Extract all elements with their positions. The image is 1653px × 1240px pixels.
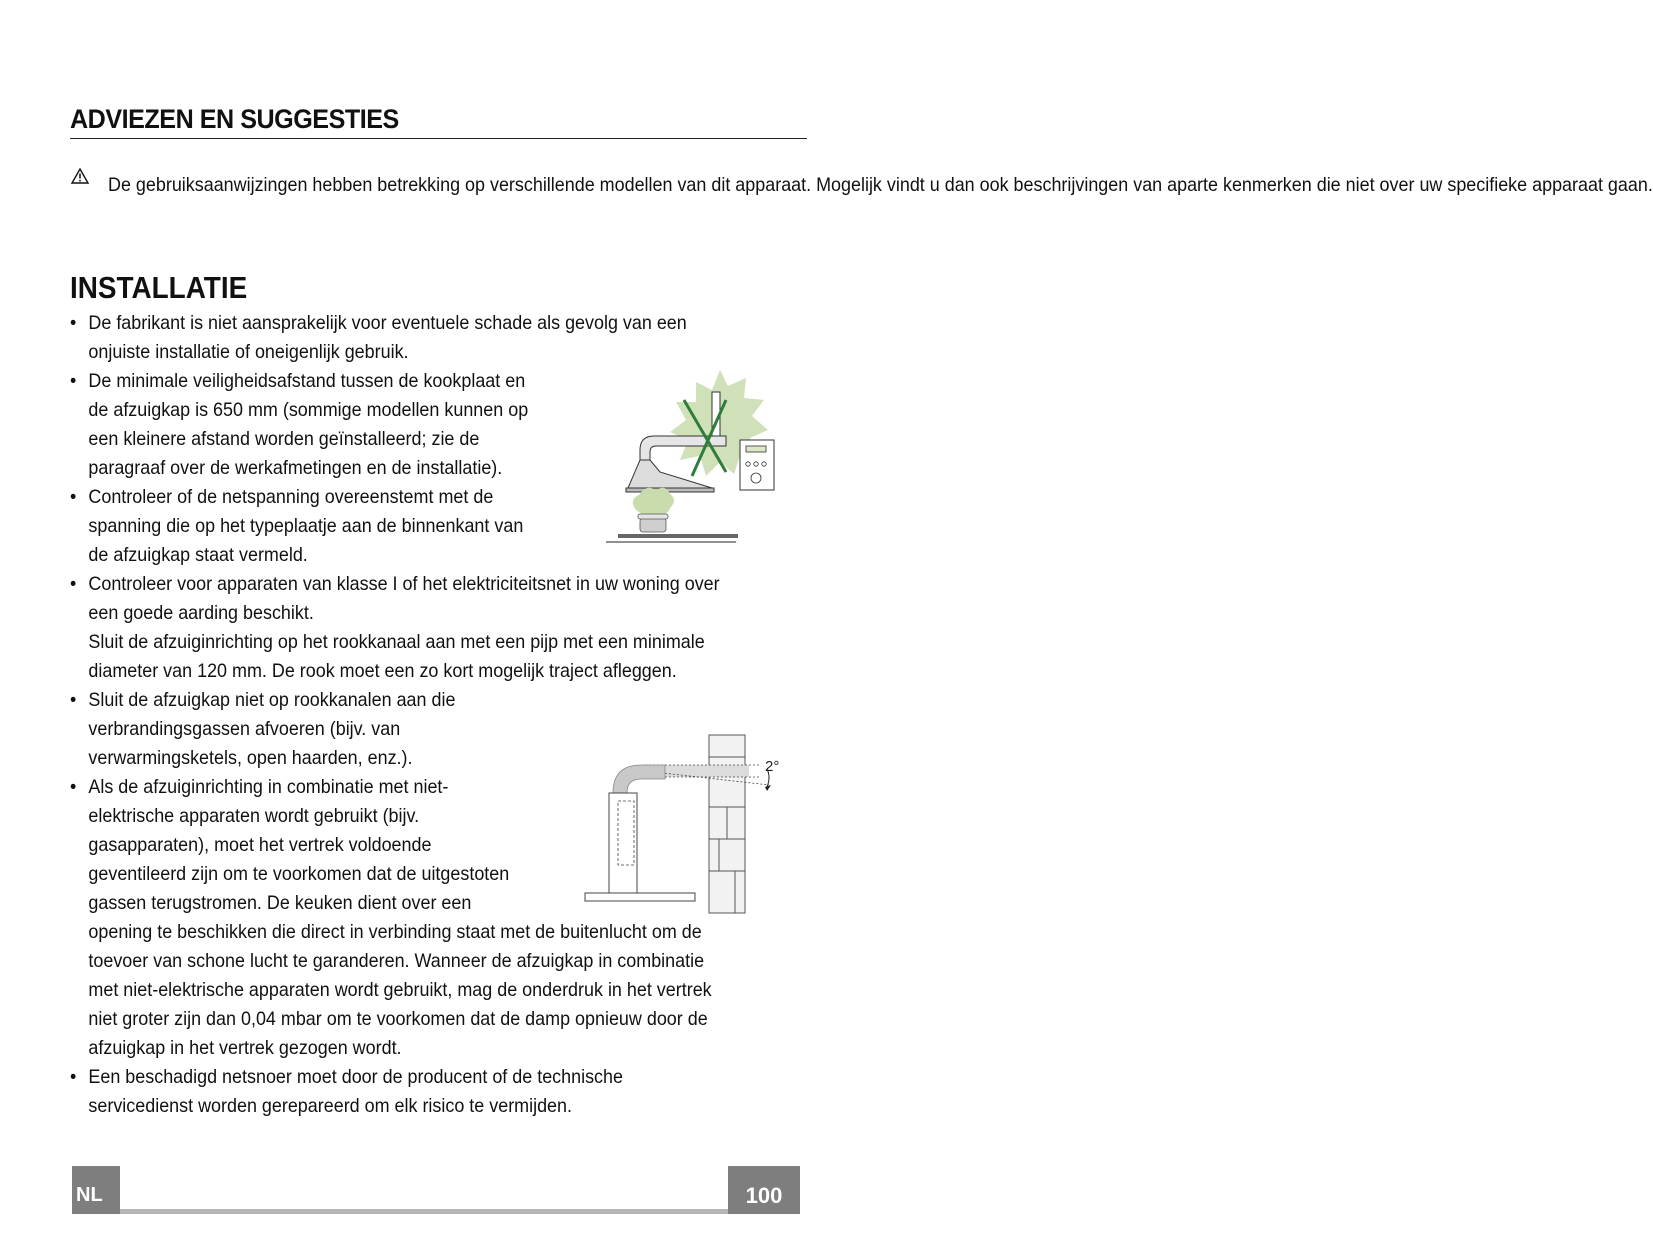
hood-canopy — [628, 460, 712, 488]
item-line: paragraaf over de werkafmetingen en de installatie). — [88, 457, 503, 479]
hood-base — [585, 893, 695, 901]
item-line: De fabrikant is niet aansprakelijk voor eventuele schade als gevolg van een — [88, 312, 687, 334]
bullet: • — [70, 689, 77, 711]
item-line: met niet-elektrische apparaten wordt gebruikt, mag de onderdruk in het vertrek — [88, 979, 712, 1001]
list-item — [70, 570, 720, 686]
item-line: diameter van 120 mm. De rook moet een zo kort mogelijk traject afleggen. — [88, 660, 677, 682]
item-line: niet groter zijn dan 0,04 mbar om te voorkomen dat de damp opnieuw door de — [88, 1008, 708, 1030]
item-line: opening te beschikken die direct in verbinding staat met de buitenlucht om de — [88, 921, 702, 943]
section-title: ADVIEZEN EN SUGGESTIES — [70, 104, 399, 134]
cooktop — [618, 534, 738, 538]
bullet: • — [70, 370, 77, 392]
angle-label: 2° — [765, 758, 780, 775]
item-line: Controleer voor apparaten van klasse I of het elektriciteitsnet in uw woning over — [88, 573, 720, 595]
item-line: de afzuigkap staat vermeld. — [88, 544, 308, 566]
item-line: servicedienst worden gerepareerd om elk risico te vermijden. — [88, 1095, 573, 1117]
item-line: De minimale veiligheidsafstand tussen de kookplaat en — [88, 370, 526, 392]
warning-triangle-icon — [71, 168, 89, 184]
bullet: • — [70, 486, 77, 508]
item-line: de afzuigkap is 650 mm (sommige modellen kunnen op — [88, 399, 529, 421]
warning-line: dit apparaat. Mogelijk vindt u dan ook beschrijvingen van aparte kenmerken — [711, 174, 1312, 196]
bullet: • — [70, 1066, 77, 1088]
warning-text — [108, 171, 1653, 200]
pot-lid — [638, 514, 668, 519]
item-line: Sluit de afzuigkap niet op rookkanalen aan die — [88, 689, 456, 711]
item-line: verbrandingsgassen afvoeren (bijv. van — [88, 718, 401, 740]
duct-slope-illustration — [585, 735, 785, 915]
warning-line: die niet over uw specifieke apparaat gaan. — [1316, 174, 1653, 196]
list-item — [70, 309, 720, 367]
pot — [640, 518, 666, 532]
list-item — [70, 1063, 720, 1121]
warning-line: De gebruiksaanwijzingen hebben betrekking op verschillende modellen van — [108, 174, 707, 196]
footer-bar — [120, 1209, 730, 1214]
item-line: Als de afzuiginrichting in combinatie met niet- — [88, 776, 449, 798]
item-line: Sluit de afzuiginrichting op het rookkanaal aan met een pijp met een minimale — [88, 631, 705, 653]
item-line: afzuigkap in het vertrek gezogen wordt. — [88, 1037, 402, 1059]
item-line: een kleinere afstand worden geïnstalleerd; zie de — [88, 428, 480, 450]
item-line: gassen terugstromen. De keuken dient over een — [88, 892, 472, 914]
item-line: onjuiste installatie of oneigenlijk gebruik. — [88, 341, 409, 363]
item-line: een goede aarding beschikt. — [88, 602, 314, 624]
bullet: • — [70, 573, 77, 595]
hood-no-smoke-illustration — [600, 368, 780, 546]
duct-elbow — [613, 765, 665, 793]
item-line: gasapparaten), moet het vertrek voldoende — [88, 834, 432, 856]
hood-canopy-base — [626, 488, 714, 492]
hood-chimney — [609, 793, 637, 899]
item-line: verwarmingsketels, open haarden, enz.). — [88, 747, 413, 769]
bullet: • — [70, 776, 77, 798]
page-number: 100 — [728, 1166, 800, 1214]
item-line: Controleer of de netspanning overeenstemt met de — [88, 486, 494, 508]
item-line: Een beschadigd netsnoer moet door de producent of de technische — [88, 1066, 623, 1088]
language-badge: NL — [72, 1166, 120, 1214]
control-display — [746, 446, 766, 452]
installation-title: INSTALLATIE — [70, 270, 248, 305]
title-rule — [70, 138, 807, 139]
item-line: toevoer van schone lucht te garanderen. Wanneer de afzuigkap in combinatie — [88, 950, 705, 972]
item-line: elektrische apparaten wordt gebruikt (bijv. — [88, 805, 420, 827]
bullet: • — [70, 312, 77, 334]
item-line: spanning die op het typeplaatje aan de binnenkant van — [88, 515, 524, 537]
angle-arrow — [765, 785, 771, 791]
item-line: geventileerd zijn om te voorkomen dat de uitgestoten — [88, 863, 510, 885]
